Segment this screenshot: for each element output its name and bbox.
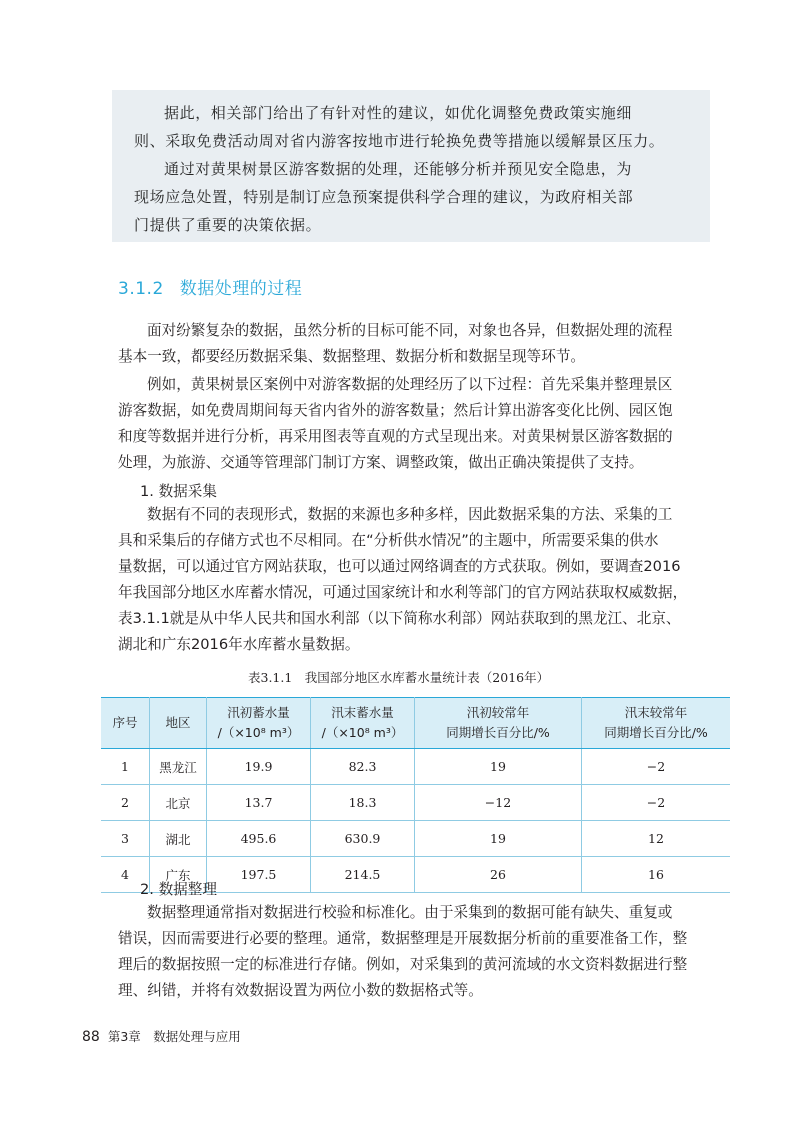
table-caption: 表3.1.1 我国部分地区水库蓄水量统计表（2016年） bbox=[248, 670, 550, 685]
table-row bbox=[101, 749, 730, 785]
chapter-label: 第3章 数据处理与应用 bbox=[107, 1029, 241, 1044]
cell-begin-storage: 13.7 bbox=[207, 785, 311, 821]
header-begin-growth bbox=[415, 698, 582, 749]
text-line: 数据有不同的表现形式，数据的来源也多种多样，因此数据采集的方法、采集的工 bbox=[147, 506, 673, 523]
cell-begin-growth: 26 bbox=[415, 857, 582, 893]
text-line: 错误，因而需要进行必要的整理。通常，数据整理是开展数据分析前的重要准备工作，整 bbox=[118, 930, 688, 947]
header-text: 汛末蓄水量 bbox=[331, 705, 394, 720]
cell-begin-storage: 495.6 bbox=[207, 821, 311, 857]
cell-seq: 1 bbox=[101, 749, 150, 785]
cell-begin-growth: −12 bbox=[415, 785, 582, 821]
text-line: 表3.1.1就是从中华人民共和国水利部（以下简称水利部）网站获取到的黑龙江、北京、 bbox=[118, 610, 681, 627]
page-footer bbox=[82, 1027, 241, 1045]
text-line: 理、纠错，并将有效数据设置为两位小数的数据格式等。 bbox=[118, 982, 483, 999]
callout-line: 据此，相关部门给出了有针对性的建议，如优化调整免费政策实施细 bbox=[164, 104, 633, 122]
callout-line: 则、采取免费活动周对省内游客按地市进行轮换免费等措施以缓解景区压力。 bbox=[134, 132, 665, 150]
cell-begin-storage: 19.9 bbox=[207, 749, 311, 785]
callout-line: 门提供了重要的决策依据。 bbox=[134, 216, 322, 234]
text-line: 年我国部分地区水库蓄水情况，可通过国家统计和水利等部门的官方网站获取权威数据， bbox=[118, 584, 688, 601]
cell-begin-growth: 19 bbox=[415, 821, 582, 857]
subheading-data-collection: 1. 数据采集 bbox=[140, 483, 217, 500]
text-line: 基本一致，都要经历数据采集、数据整理、数据分析和数据呈现等环节。 bbox=[118, 348, 586, 365]
text-line: 例如，黄果树景区案例中对游客数据的处理经历了以下过程：首先采集并整理景区 bbox=[147, 376, 673, 393]
callout-line: 现场应急处置，特别是制订应急预案提供科学合理的建议，为政府相关部 bbox=[134, 188, 634, 206]
text-line: 量数据，可以通过官方网站获取，也可以通过网络调查的方式获取。例如，要调查2016 bbox=[118, 558, 681, 575]
cell-seq: 3 bbox=[101, 821, 150, 857]
header-unit: /（×10⁸ m³） bbox=[321, 725, 404, 740]
subheading-data-cleaning: 2. 数据整理 bbox=[140, 881, 217, 898]
paragraph-data-cleaning bbox=[118, 900, 714, 1004]
page-number: 88 bbox=[82, 1029, 100, 1045]
header-text: 汛末较常年 bbox=[624, 705, 688, 720]
paragraph-intro bbox=[118, 318, 714, 370]
paragraph-example bbox=[118, 372, 714, 476]
text-line: 具和采集后的存储方式也不尽相同。在“分析供水情况”的主题中，所需要采集的供水 bbox=[118, 532, 659, 549]
cell-end-growth: −2 bbox=[582, 749, 731, 785]
cell-end-storage: 214.5 bbox=[311, 857, 415, 893]
cell-begin-storage: 197.5 bbox=[207, 857, 311, 893]
header-unit: 同期增长百分比/% bbox=[604, 725, 708, 740]
table-header-row bbox=[101, 698, 730, 749]
text-line: 处理，为旅游、交通等管理部门制订方案、调整政策，做出正确决策提供了支持。 bbox=[118, 454, 644, 471]
section-number: 3.1.2 bbox=[118, 279, 164, 299]
cell-region: 黑龙江 bbox=[150, 749, 207, 785]
text-line: 游客数据，如免费周期间每天省内省外的游客数量；然后计算出游客变化比例、园区饱 bbox=[118, 402, 673, 419]
text-line: 和度等数据并进行分析，再采用图表等直观的方式呈现出来。对黄果树景区游客数据的 bbox=[118, 428, 673, 445]
text-line: 湖北和广东2016年水库蓄水量数据。 bbox=[118, 636, 360, 653]
section-title bbox=[118, 274, 302, 299]
cell-end-storage: 82.3 bbox=[311, 749, 415, 785]
callout-line: 通过对黄果树景区游客数据的处理，还能够分析并预见安全隐患，为 bbox=[164, 160, 633, 178]
cell-end-storage: 18.3 bbox=[311, 785, 415, 821]
cell-region: 北京 bbox=[150, 785, 207, 821]
header-begin-storage bbox=[207, 698, 311, 749]
header-end-growth bbox=[582, 698, 731, 749]
cell-end-storage: 630.9 bbox=[311, 821, 415, 857]
header-unit: 同期增长百分比/% bbox=[446, 725, 550, 740]
text-line: 面对纷繁复杂的数据，虽然分析的目标可能不同，对象也各异，但数据处理的流程 bbox=[147, 322, 673, 339]
cell-region: 广东 bbox=[150, 857, 207, 893]
cell-end-growth: −2 bbox=[582, 785, 731, 821]
reservoir-table bbox=[101, 697, 730, 893]
header-unit: /（×10⁸ m³） bbox=[217, 725, 300, 740]
header-seq: 序号 bbox=[101, 698, 150, 749]
cell-end-growth: 12 bbox=[582, 821, 731, 857]
table-row bbox=[101, 821, 730, 857]
callout-box bbox=[112, 90, 710, 242]
header-text: 汛初蓄水量 bbox=[227, 705, 290, 720]
text-line: 理后的数据按照一定的标准进行存储。例如，对采集到的黄河流域的水文资料数据进行整 bbox=[118, 956, 688, 973]
paragraph-data-collection bbox=[118, 502, 714, 658]
text-line: 数据整理通常指对数据进行校验和标准化。由于采集到的数据可能有缺失、重复或 bbox=[147, 904, 673, 921]
section-heading: 数据处理的过程 bbox=[179, 279, 303, 299]
header-region: 地区 bbox=[150, 698, 207, 749]
table-row bbox=[101, 785, 730, 821]
header-text: 汛初较常年 bbox=[466, 705, 530, 720]
cell-seq: 4 bbox=[101, 857, 150, 893]
cell-seq: 2 bbox=[101, 785, 150, 821]
cell-begin-growth: 19 bbox=[415, 749, 582, 785]
header-end-storage bbox=[311, 698, 415, 749]
cell-end-growth: 16 bbox=[582, 857, 731, 893]
cell-region: 湖北 bbox=[150, 821, 207, 857]
